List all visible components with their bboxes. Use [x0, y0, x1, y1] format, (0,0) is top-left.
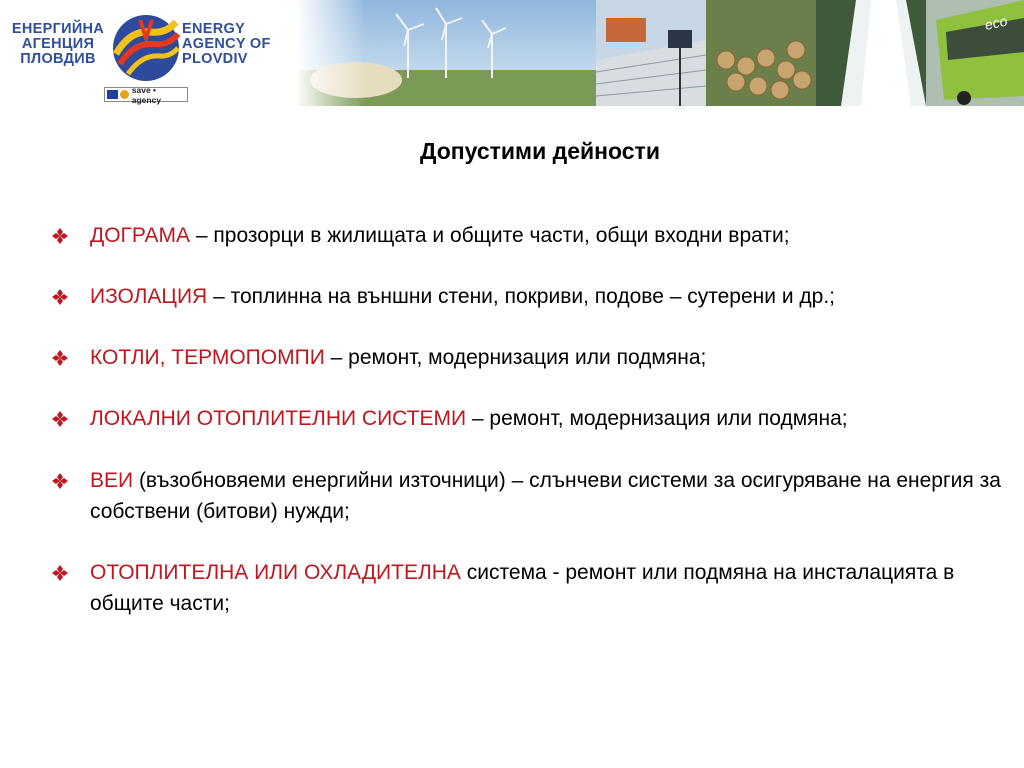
item-keyword: ИЗОЛАЦИЯ	[90, 285, 208, 308]
item-text: – ремонт, модернизация или подмяна;	[324, 346, 707, 369]
eu-flag-icon	[107, 90, 118, 99]
item-keyword: ЛОКАЛНИ ОТОПЛИТЕЛНИ СИСТЕМИ	[90, 407, 467, 430]
list-item	[52, 220, 1024, 251]
item-text: – прозорци в жилищата и общите части, общи входни врати;	[190, 224, 790, 247]
item-keyword: ДОГРАМА	[90, 224, 191, 247]
item-text: – топлинна на външни стени, покриви, подове – сутерени и др.;	[207, 285, 835, 308]
page-title: Допустими дейности	[420, 138, 660, 164]
list-item	[52, 281, 1024, 312]
list-item	[52, 403, 1024, 434]
four-diamond-bullet-icon	[52, 565, 68, 581]
save-logo-icon	[120, 90, 129, 99]
waterfall-photo	[816, 0, 926, 106]
timber-logs-photo	[706, 0, 816, 106]
item-keyword: ОТОПЛИТЕЛНА ИЛИ ОХЛАДИТЕЛНА	[90, 561, 461, 584]
list-item	[52, 465, 1024, 527]
list-item	[52, 557, 1024, 619]
header	[0, 0, 1024, 106]
four-diamond-bullet-icon	[52, 228, 68, 244]
logo-text-en: ENERGY AGENCY OF PLOVDIV	[182, 21, 271, 67]
item-text: (възобновяеми енергийни източници) – слънчеви системи за осигуряване на енергия за собствени (битови) нужди;	[90, 469, 1001, 523]
four-diamond-bullet-icon	[52, 473, 68, 489]
agency-emblem-icon	[110, 10, 182, 82]
save-agency-badge: save • agency	[104, 87, 188, 102]
activities-list	[52, 220, 1024, 619]
svg-text:eco: eco	[983, 12, 1009, 33]
item-text: – ремонт, модернизация или подмяна;	[466, 407, 848, 430]
four-diamond-bullet-icon	[52, 411, 68, 427]
list-item	[52, 342, 1024, 373]
logo-text-bg: ЕНЕРГИЙНА АГЕНЦИЯ ПЛОВДИВ	[11, 21, 105, 67]
solar-panels-photo	[596, 0, 706, 106]
four-diamond-bullet-icon	[52, 350, 68, 366]
item-keyword: КОТЛИ, ТЕРМОПОМПИ	[90, 346, 325, 369]
item-keyword: ВЕИ	[90, 469, 134, 492]
wind-turbines-photo	[296, 0, 596, 106]
eco-bus-photo	[926, 0, 1024, 106]
agency-logo	[0, 0, 296, 106]
four-diamond-bullet-icon	[52, 289, 68, 305]
item-text: система - ремонт или подмяна на инсталацията в общите части;	[90, 561, 955, 615]
photo-strip	[296, 0, 1024, 106]
